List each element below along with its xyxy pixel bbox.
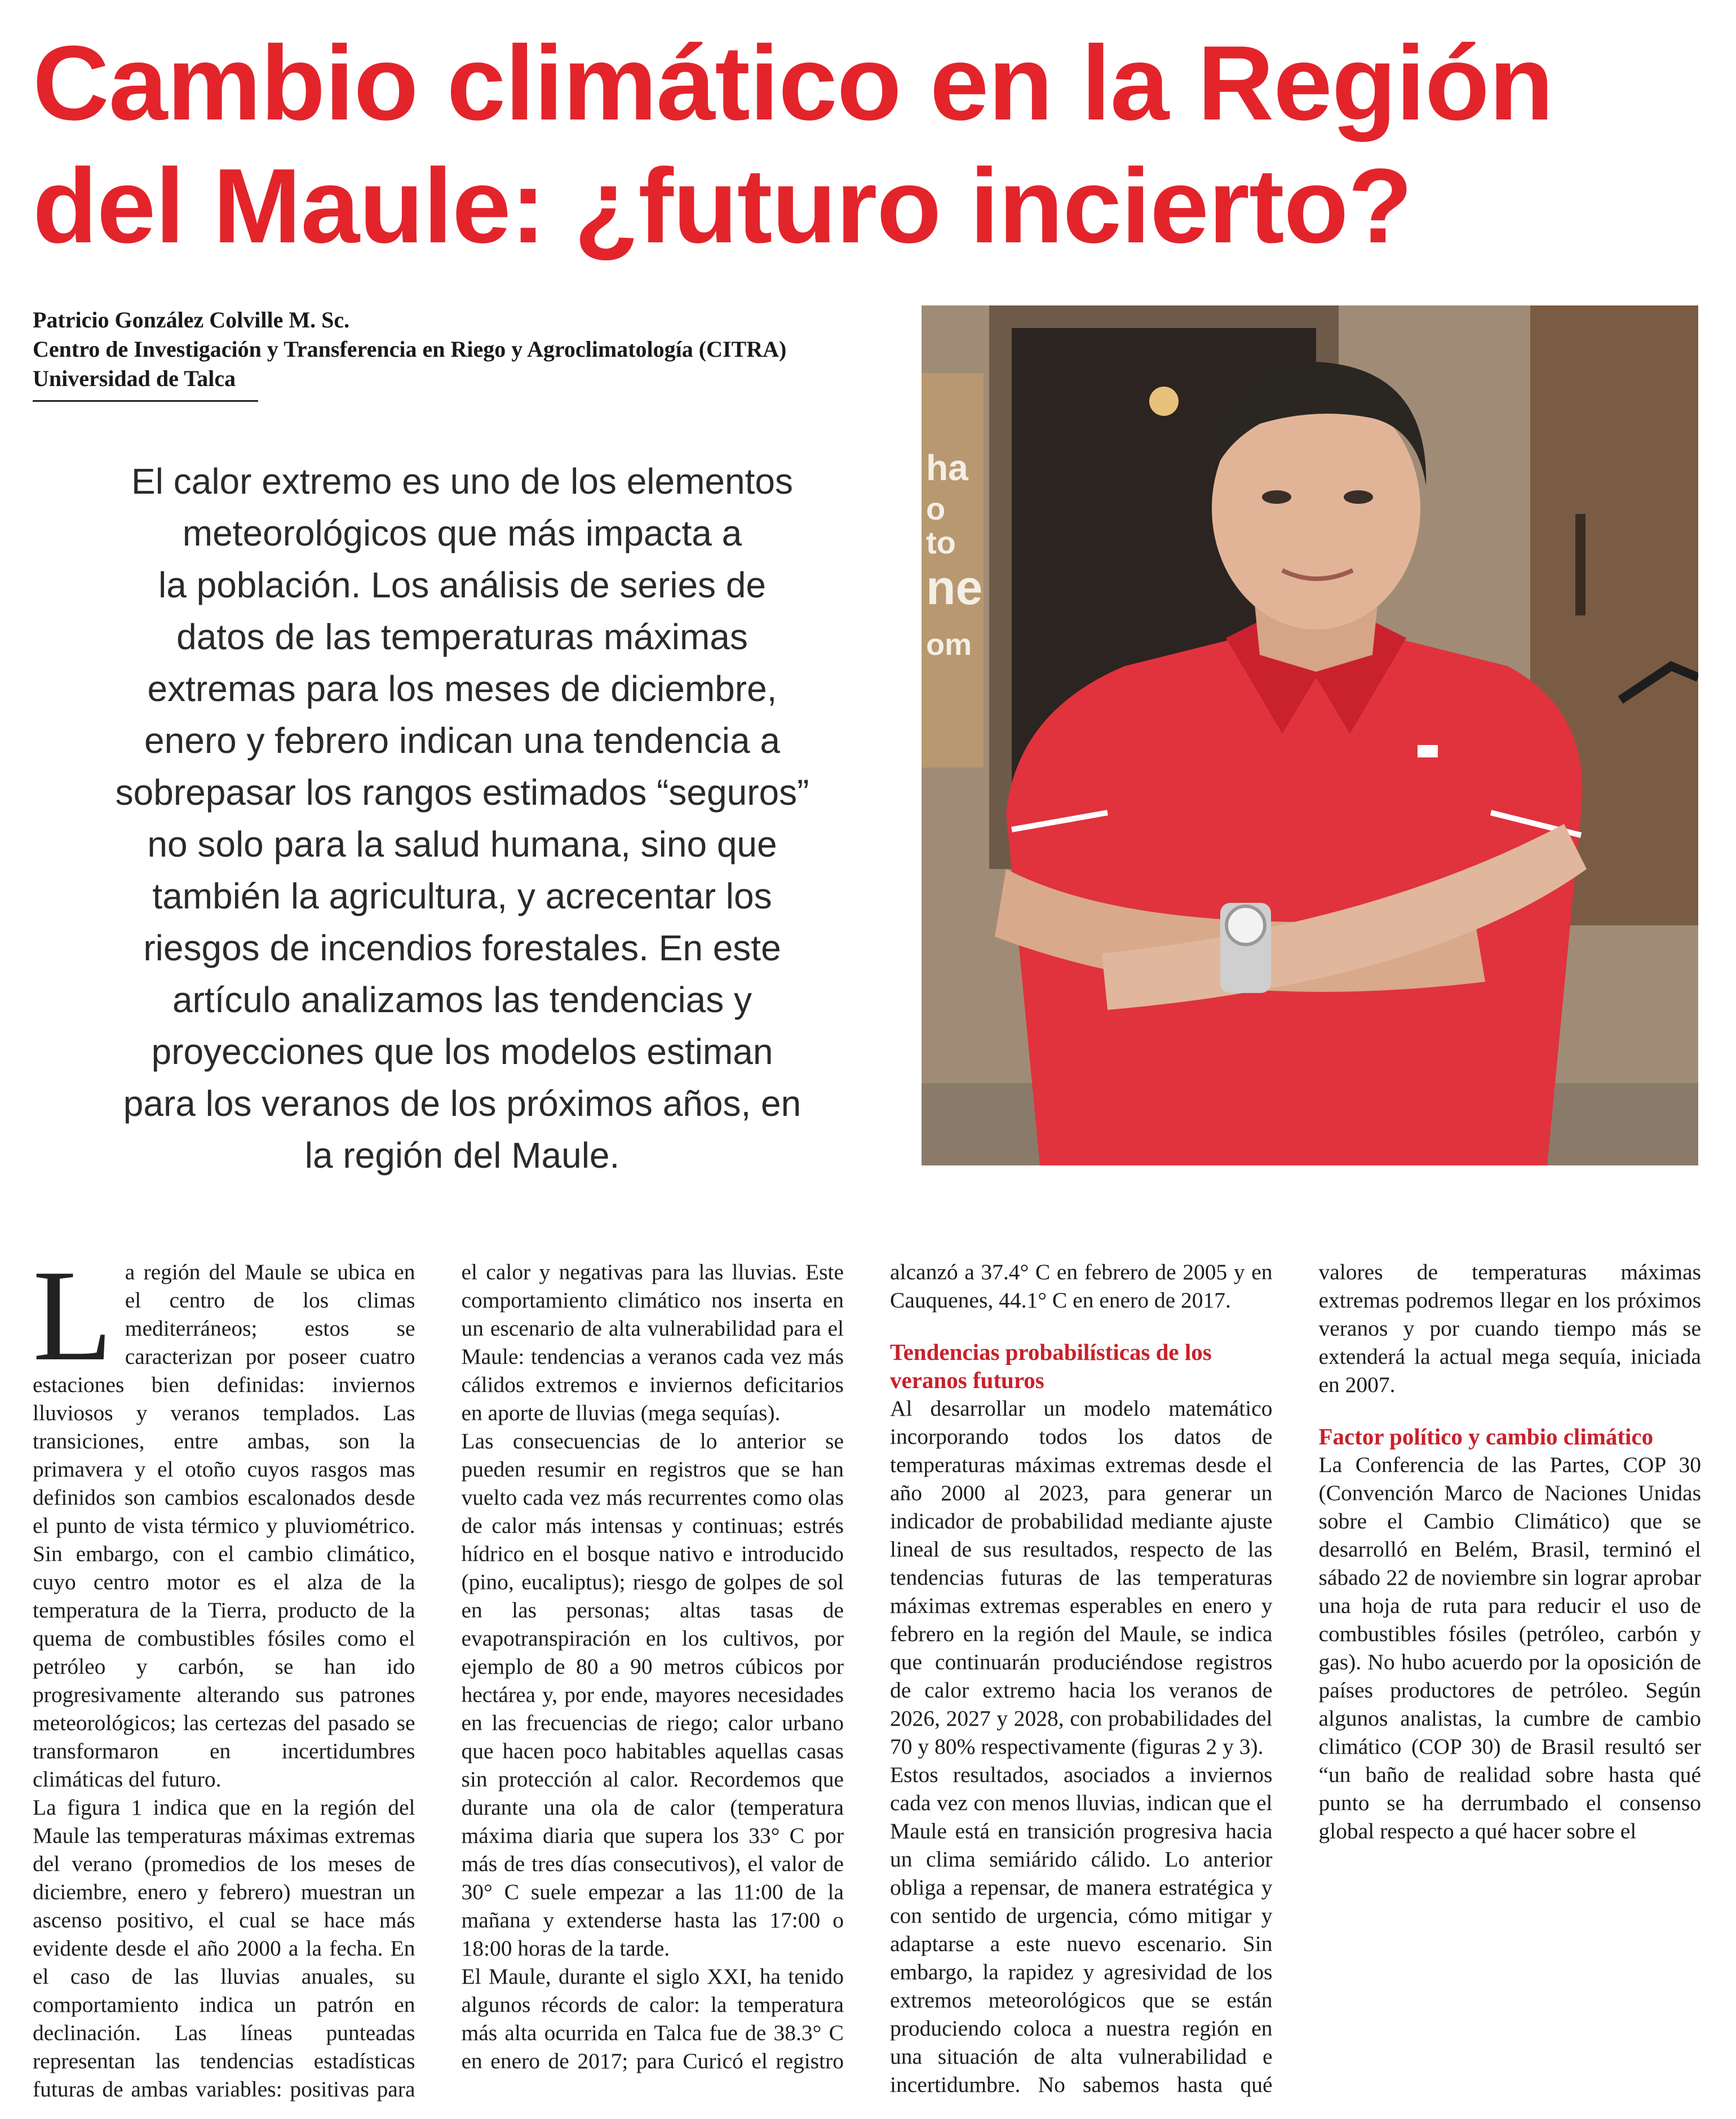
sign-fragment: ha: [926, 447, 968, 488]
lamp-icon: [1149, 387, 1179, 416]
paragraph: La Conferencia de las Partes, COP 30 (Convención Marco de Naciones Unidas sobre el Cambio Climático) que se desarrolló en Belém, Brasil, terminó el sábado 22 de noviembre sin lograr aprobar una hoja de ruta para reducir el uso de combustibles fósiles (petróleo, carbón y gas). No hubo acuerdo por la oposición de países productores de petróleo. Según algunos analistas, la cumbre de cambio climático (COP 30) de Brasil resultó ser “un baño de realidad sobre hasta qué punto se ha derrumbado el consenso global respecto a qué hacer sobre el: [1318, 1452, 1701, 1843]
headline-line-2: del Maule: ¿futuro incierto?: [33, 147, 1412, 265]
lede-line: meteorológicos que más impacta a: [182, 513, 742, 553]
lede-line: también la agricultura, y acrecentar los: [152, 876, 772, 916]
door-handle: [1575, 514, 1586, 615]
sign-fragment: ne: [926, 561, 983, 615]
paragraph: [33, 1243, 415, 1793]
paragraph: Las consecuencias de lo anterior se pueden resumir en registros que se han vuelto cada vez más recurrentes como olas de calor más intensas y continuas; estrés hídrico en el bosque nativo e introducido (pino, eucaliptus); riesgo de golpes de sol en las personas; altas tasas de evapotranspiración en los cultivos, por ejemplo de 80 a 90 metros cúbicos por hectárea y, por ende, mayores necesidades en las frecuencias de riego; calor urbano que hacen poco habitables aquellas casas sin protección al calor. Recordemos que durante una ola de calor (temperatura máxima diaria que supera los 33° C por más de tres días consecutivos), el valor de 30° C suele empezar a las 11:00 de la mañana y extenderse hasta las 17:00 o 18:00 horas de la tarde.: [461, 1429, 844, 1961]
author-center: Centro de Investigación y Transferencia en Riego y Agroclimatología (CITRA): [33, 336, 787, 362]
subhead-political-factor: Factor político y cambio climático: [1318, 1424, 1654, 1449]
lede-line: El calor extremo es uno de los elementos: [131, 461, 793, 502]
lede-line: datos de las temperaturas máximas: [176, 617, 748, 657]
drop-cap: L: [33, 1243, 113, 1388]
lede-line: proyecciones que los modelos estiman: [151, 1031, 773, 1072]
lede-line: extremas para los meses de diciembre,: [147, 668, 777, 709]
shirt-logo-icon: [1418, 745, 1438, 757]
headline-line-1: Cambio climático en la Región: [33, 24, 1553, 142]
sign-fragment: to: [926, 525, 956, 560]
eye: [1344, 490, 1373, 504]
paragraph: Al desarrollar un modelo matemático incorporando todos los datos de temperaturas máximas extremas desde el año 2000 al 2023, para generar un indicador de probabilidad mediante ajuste lineal de sus resultados, respecto de las tendencias futuras de las temperaturas máximas extremas esperables en enero y febrero en la región del Maule, se indica que continuarán produciéndose registros de calor extremo hacia los veranos de 2026, 2027 y 2028, con probabilidades del 70 y 80% respectivamente (figuras 2 y 3).: [890, 1396, 1273, 1759]
author-name: Patricio González Colville M. Sc.: [33, 307, 350, 333]
sign-fragment: o: [926, 491, 946, 526]
sign-fragment: om: [926, 628, 972, 662]
byline-rule: [33, 400, 258, 402]
author-university: Universidad de Talca: [33, 366, 236, 391]
paragraph: El Maule, durante el siglo XXI, ha tenido algunos récords de calor: la temperatura más alta ocurrida en Talca fue de 38.3° C en enero de 2017; para Curicó el registro alcanzó a 37.4° C en febrero de 2005 y en Cauquenes, 44.1° C en enero de 2017.: [461, 1260, 1273, 2073]
lede-line: enero y febrero indican una tendencia a: [144, 720, 780, 761]
lede-line: sobrepasar los rangos estimados “seguros”: [115, 772, 809, 813]
article-body: [33, 1243, 1701, 2106]
lede-line: no solo para la salud humana, sino que: [147, 824, 777, 865]
paragraph: Estos resultados, asociados a inviernos cada vez con menos lluvias, indican que el Maule está en transición progresiva hacia un clima semiárido cálido. Lo anterior obliga a repensar, de manera estratégica y con sentido de urgencia, cómo mitigar y adaptarse a este nuevo escenario. Sin embargo, la rapidez y agresividad de los extremos meteorológicos que se están produciendo coloca a nuestra región en una situación de alta vulnerabilidad e incertidumbre. No sabemos hasta qué valores de temperaturas máximas extremas podremos llegar en los próximos veranos y por cuando tiempo más se extenderá la actual mega sequía, iniciada en 2007.: [890, 1260, 1701, 2097]
eye: [1262, 490, 1291, 504]
headline: [33, 21, 1712, 267]
subhead-probabilistic-trends: Tendencias probabilísticas de los veranos futuros: [890, 1339, 1212, 1393]
author-photo: [922, 305, 1698, 1165]
lede-line: riesgos de incendios forestales. En este: [143, 928, 781, 968]
lede: [23, 455, 902, 1181]
lede-line: artículo analizamos las tendencias y: [172, 979, 752, 1020]
lede-line: la población. Los análisis de series de: [158, 565, 766, 605]
byline: [33, 305, 912, 393]
lede-line: la región del Maule.: [304, 1135, 620, 1176]
author-photo-illustration: [922, 305, 1698, 1165]
paragraph: La figura 1 indica que en la región del Maule las temperaturas máximas extremas del verano (promedios de los meses de diciembre, enero y febrero) muestran un ascenso positivo, el cual se hace más evidente desde el año 2000 a la fecha. En el caso de las lluvias anuales, su comportamiento indica un patrón en declinación. Las líneas punteadas representan las tendencias estadísticas futuras de ambas variables: positivas para el calor y negativas para las lluvias. Este comportamiento climático nos inserta en un escenario de alta vulnerabilidad para el Maule: tendencias a veranos cada vez más cálidos extremos e inviernos deficitarios en aporte de lluvias (mega sequías).: [33, 1260, 844, 2102]
paragraph-text: a región del Maule se ubica en el centro de los climas mediterráneos; estos se caracterizan por poseer cuatro estaciones bien definidas: inviernos lluviosos y veranos templados. Las transiciones, entre ambas, son la primavera y el otoño cuyos rasgos mas definidos son cambios escalonados desde el punto de vista térmico y pluviométrico. Sin embargo, con el cambio climático, cuyo centro motor es el alza de la temperatura de la Tierra, producto de la quema de combustibles fósiles como el petróleo y carbón, se han ido progresivamente alterando sus patrones meteorológicos; las certezas del pasado se transformaron en incertidumbres climáticas del futuro.: [33, 1260, 415, 1792]
watch-face: [1226, 906, 1265, 945]
lede-line: para los veranos de los próximos años, en: [123, 1083, 801, 1124]
